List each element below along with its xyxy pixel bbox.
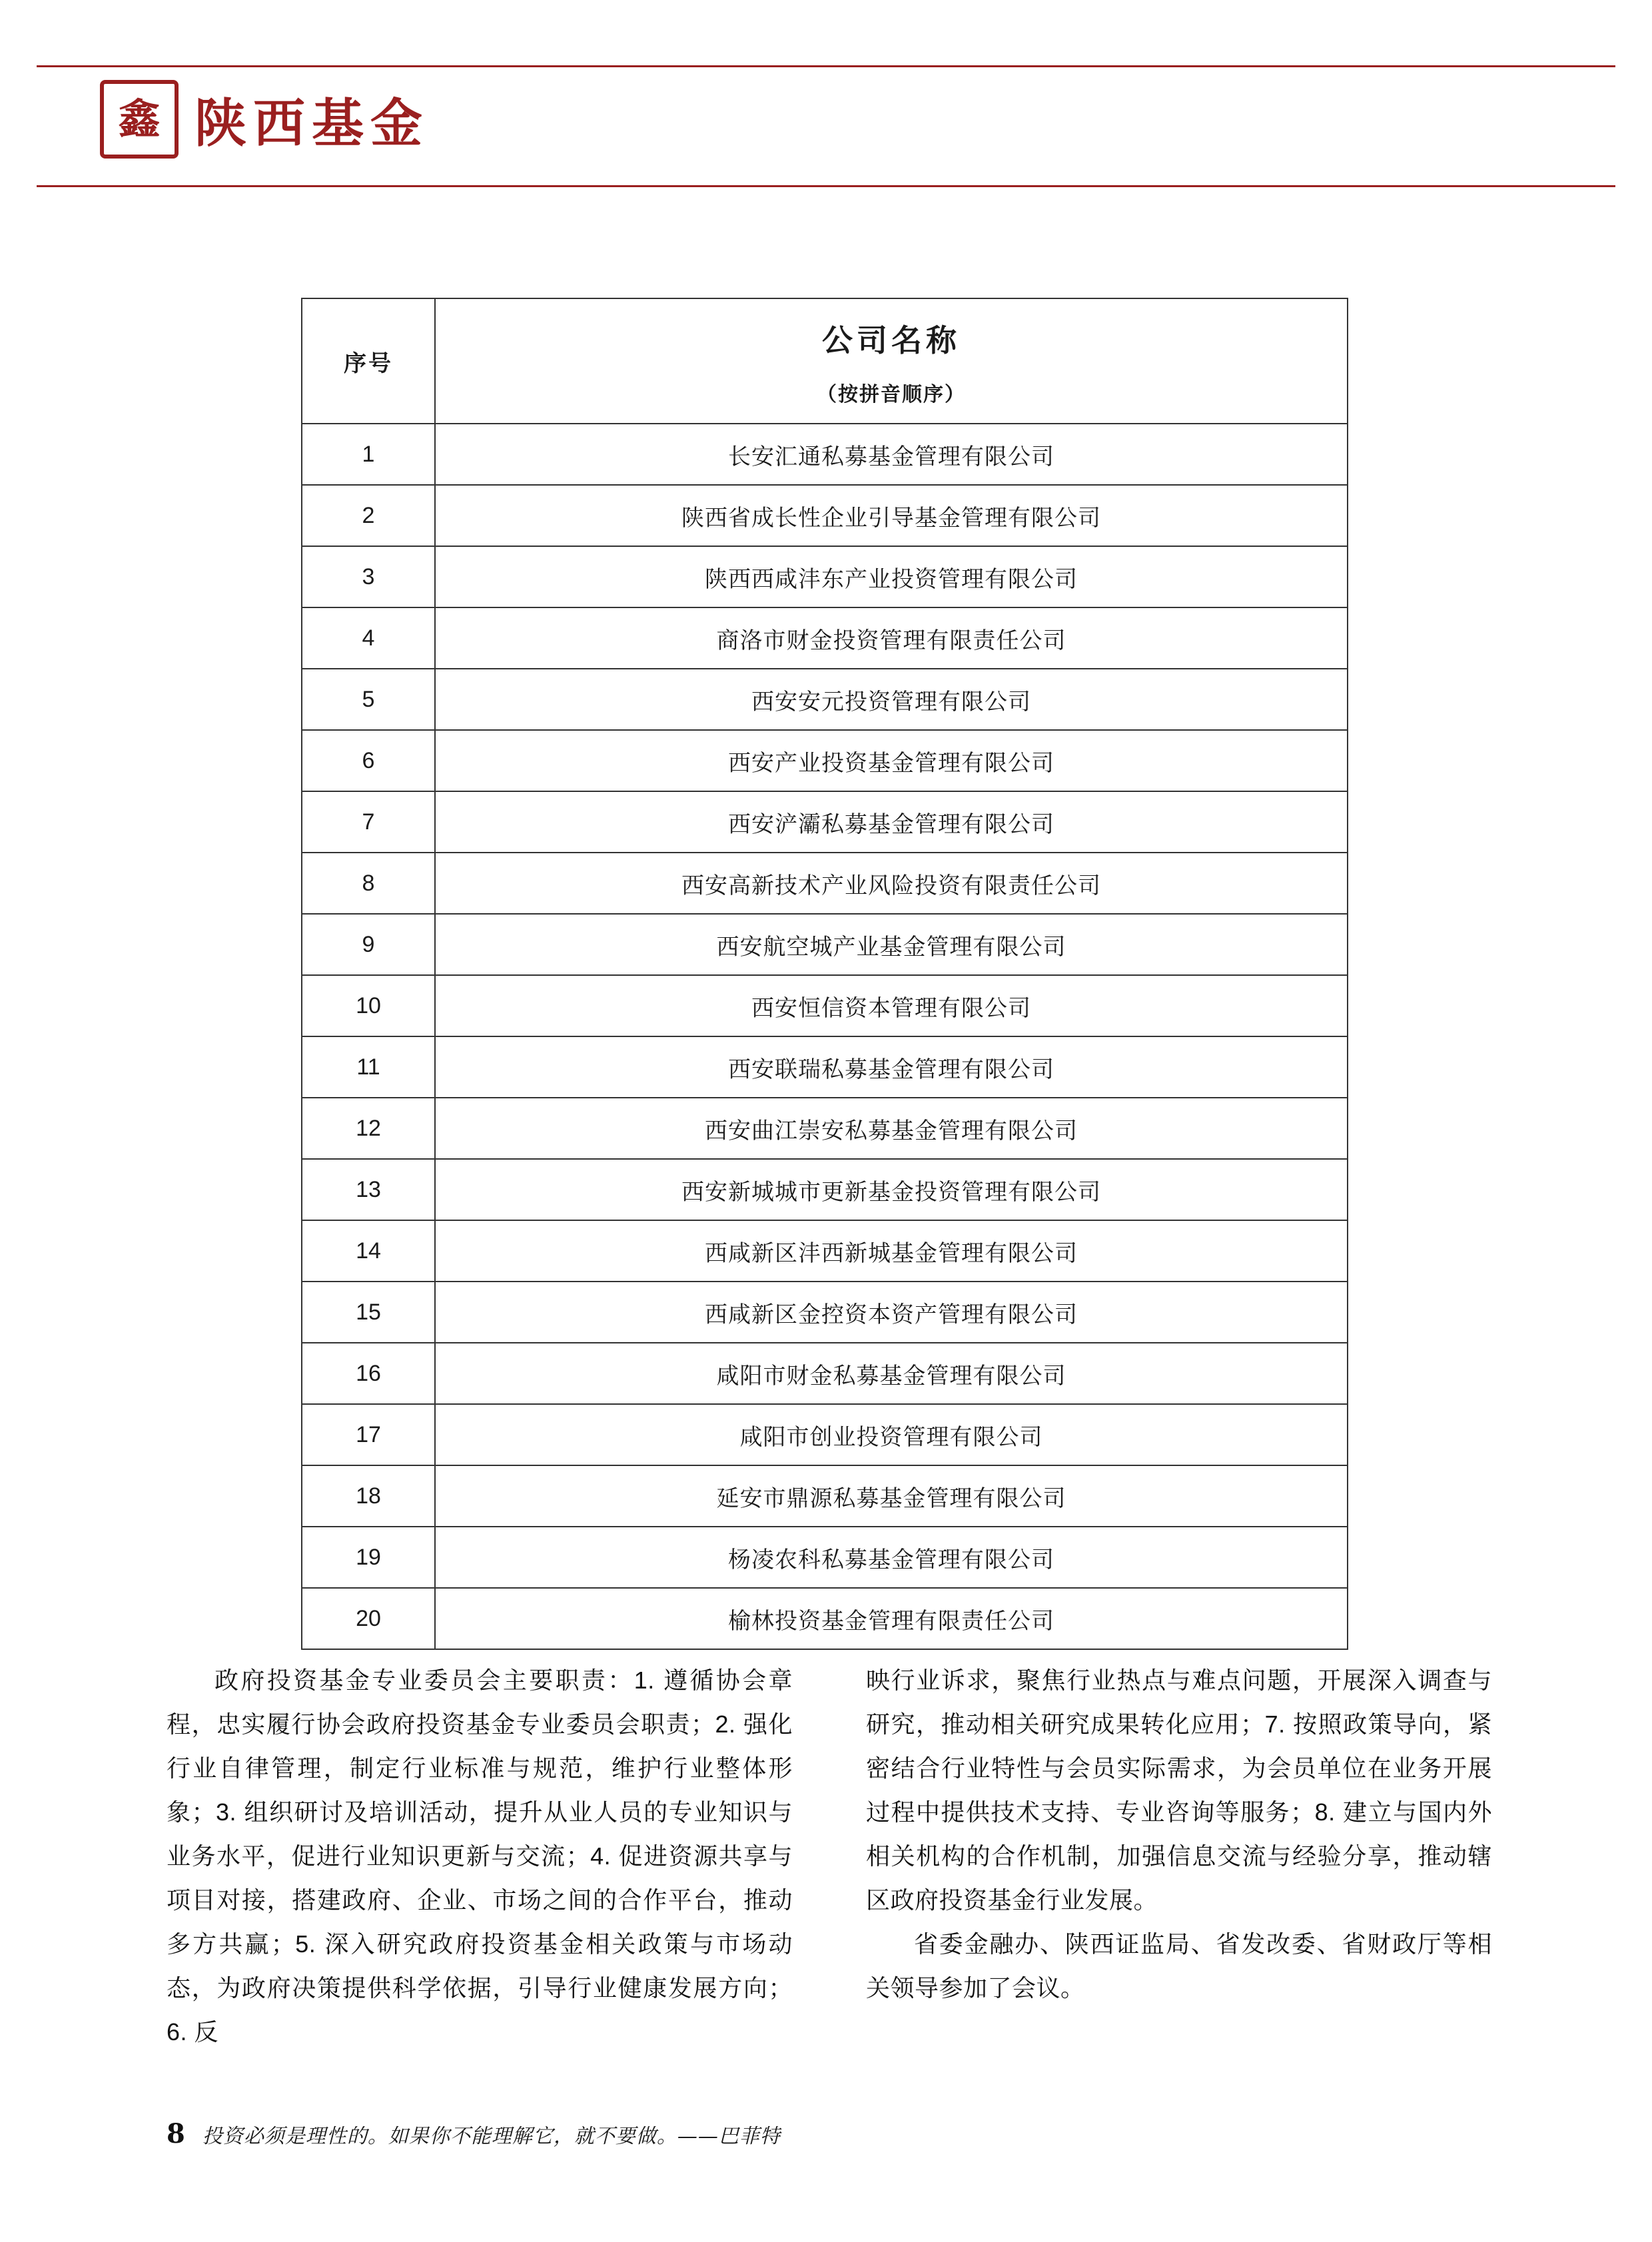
table-row (302, 669, 1348, 730)
cell-index: 2 (302, 485, 435, 546)
table-row (302, 1282, 1348, 1343)
cell-company-name: 西咸新区沣西新城基金管理有限公司 (435, 1220, 1348, 1282)
cell-company-name: 西安恒信资本管理有限公司 (435, 975, 1348, 1036)
cell-index: 3 (302, 546, 435, 607)
brand-title: 陕西基金 (195, 93, 430, 154)
table-row (302, 975, 1348, 1036)
cell-index: 15 (302, 1282, 435, 1343)
right-text-column (866, 1659, 1492, 2054)
table-row (302, 424, 1348, 485)
cell-index: 6 (302, 730, 435, 791)
cell-index: 9 (302, 914, 435, 975)
table-row (302, 853, 1348, 914)
table-row (302, 1159, 1348, 1220)
brand-block (100, 80, 429, 159)
cell-company-name: 西安浐灞私募基金管理有限公司 (435, 791, 1348, 853)
table-header-row (302, 298, 1348, 424)
cell-company-name: 西安产业投资基金管理有限公司 (435, 730, 1348, 791)
page-footer (167, 2118, 1492, 2149)
cell-company-name: 西安航空城产业基金管理有限公司 (435, 914, 1348, 975)
column-header-name-main: 公司名称 (822, 322, 961, 358)
table-row (302, 1465, 1348, 1527)
cell-company-name: 西安联瑞私募基金管理有限公司 (435, 1036, 1348, 1098)
table-row (302, 1404, 1348, 1465)
footer-quote: 投资必须是理性的。如果你不能理解它，就不要做。——巴菲特 (202, 2125, 781, 2148)
table-row (302, 730, 1348, 791)
cell-index: 10 (302, 975, 435, 1036)
cell-company-name: 咸阳市创业投资管理有限公司 (435, 1404, 1348, 1465)
paragraph-duties-continued: 映行业诉求，聚焦行业热点与难点问题，开展深入调查与研究，推动相关研究成果转化应用；7. 按照政策导向，紧密结合行业特性与会员实际需求，为会员单位在业务开展过程中提供技术支持、专业咨询等服务；8. 建立与国内外相关机构的合作机制，加强信息交流与经验分享，推动辖区政府投资基金行业发展。 (866, 1667, 1492, 1914)
seal-icon: 鑫 (100, 80, 179, 159)
page-number: 8 (167, 2118, 185, 2149)
cell-company-name: 西咸新区金控资本资产管理有限公司 (435, 1282, 1348, 1343)
cell-company-name: 西安曲江崇安私募基金管理有限公司 (435, 1098, 1348, 1159)
cell-company-name: 延安市鼎源私募基金管理有限公司 (435, 1465, 1348, 1527)
cell-company-name: 陕西西咸沣东产业投资管理有限公司 (435, 546, 1348, 607)
table-row (302, 1527, 1348, 1588)
cell-index: 16 (302, 1343, 435, 1404)
cell-index: 8 (302, 853, 435, 914)
cell-company-name: 咸阳市财金私募基金管理有限公司 (435, 1343, 1348, 1404)
cell-index: 4 (302, 607, 435, 669)
cell-company-name: 西安高新技术产业风险投资有限责任公司 (435, 853, 1348, 914)
page-header (0, 0, 1652, 200)
cell-company-name: 陕西省成长性企业引导基金管理有限公司 (435, 485, 1348, 546)
table-row (302, 1588, 1348, 1649)
table-row (302, 1036, 1348, 1098)
cell-index: 1 (302, 424, 435, 485)
cell-index: 11 (302, 1036, 435, 1098)
table-head (302, 298, 1348, 424)
table-row (302, 485, 1348, 546)
cell-company-name: 商洛市财金投资管理有限责任公司 (435, 607, 1348, 669)
cell-index: 14 (302, 1220, 435, 1282)
table-body (302, 424, 1348, 1649)
table-row (302, 1343, 1348, 1404)
table-row (302, 546, 1348, 607)
paragraph-attendees: 省委金融办、陕西证监局、省发改委、省财政厅等相关领导参加了会议。 (866, 1930, 1492, 2002)
body-text-columns (167, 1659, 1492, 2054)
table-row (302, 1220, 1348, 1282)
cell-index: 18 (302, 1465, 435, 1527)
cell-index: 17 (302, 1404, 435, 1465)
table-row (302, 607, 1348, 669)
header-rule-bottom (37, 185, 1615, 187)
cell-company-name: 长安汇通私募基金管理有限公司 (435, 424, 1348, 485)
header-rule-top (37, 65, 1615, 67)
column-header-name (435, 298, 1348, 424)
left-text-column (167, 1659, 793, 2054)
table-row (302, 1098, 1348, 1159)
table-row (302, 791, 1348, 853)
table-row (302, 914, 1348, 975)
cell-index: 19 (302, 1527, 435, 1588)
cell-index: 5 (302, 669, 435, 730)
cell-index: 12 (302, 1098, 435, 1159)
cell-index: 20 (302, 1588, 435, 1649)
paragraph-duties: 政府投资基金专业委员会主要职责：1. 遵循协会章程，忠实履行协会政府投资基金专业委员会职责；2. 强化行业自律管理，制定行业标准与规范，维护行业整体形象；3. 组织研讨及培训活动，提升从业人员的专业知识与业务水平，促进行业知识更新与交流；4. 促进资源共享与项目对接，搭建政府、企业、市场之间的合作平台，推动多方共赢；5. 深入研究政府投资基金相关政策与市场动态，为政府决策提供科学依据，引导行业健康发展方向；6. 反 (167, 1667, 793, 2046)
cell-index: 13 (302, 1159, 435, 1220)
cell-company-name: 西安安元投资管理有限公司 (435, 669, 1348, 730)
column-header-name-sub: （按拼音顺序） (817, 384, 966, 406)
cell-company-name: 杨凌农科私募基金管理有限公司 (435, 1527, 1348, 1588)
column-header-index: 序号 (302, 298, 435, 424)
cell-company-name: 榆林投资基金管理有限责任公司 (435, 1588, 1348, 1649)
cell-company-name: 西安新城城市更新基金投资管理有限公司 (435, 1159, 1348, 1220)
company-list-table (301, 298, 1348, 1650)
cell-index: 7 (302, 791, 435, 853)
